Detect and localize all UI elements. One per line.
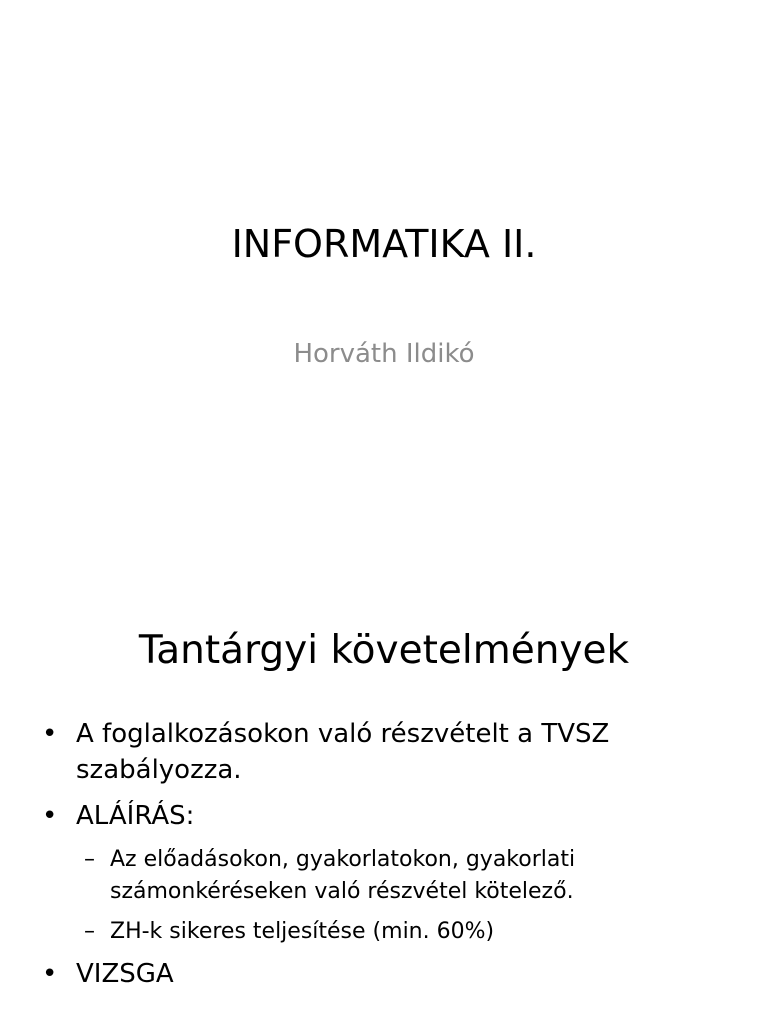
sub-bullet-item-zh <box>40 916 740 948</box>
bullet-text: A foglalkozásokon való részvételt a TVSZ szabályozza. <box>76 719 610 785</box>
bullet-marker: • <box>42 719 58 749</box>
bullet-list <box>40 716 740 1002</box>
sub-bullet-text: ZH-k sikeres teljesítése (min. 60%) <box>110 919 495 944</box>
bullet-text: VIZSGA <box>76 959 174 989</box>
bullet-marker: • <box>42 801 58 831</box>
presentation-title: INFORMATIKA II. <box>231 222 537 266</box>
bullet-marker: • <box>42 959 58 989</box>
sub-bullet-item-participation <box>40 844 740 908</box>
bullet-item-attendance <box>40 716 740 788</box>
slide-title: Tantárgyi követelmények <box>138 628 630 673</box>
bullet-text: ALÁÍRÁS: <box>76 801 195 831</box>
slide-requirements <box>0 576 768 1024</box>
sub-bullet-marker: – <box>84 919 95 944</box>
presentation-author: Horváth Ildikó <box>293 339 475 369</box>
sub-bullet-marker: – <box>84 847 95 872</box>
sub-bullet-text: Az előadásokon, gyakorlatokon, gyakorlati számonkéréseken való részvétel kötelező. <box>110 847 576 904</box>
bullet-item-signature <box>40 798 740 834</box>
bullet-item-exam <box>40 956 740 992</box>
